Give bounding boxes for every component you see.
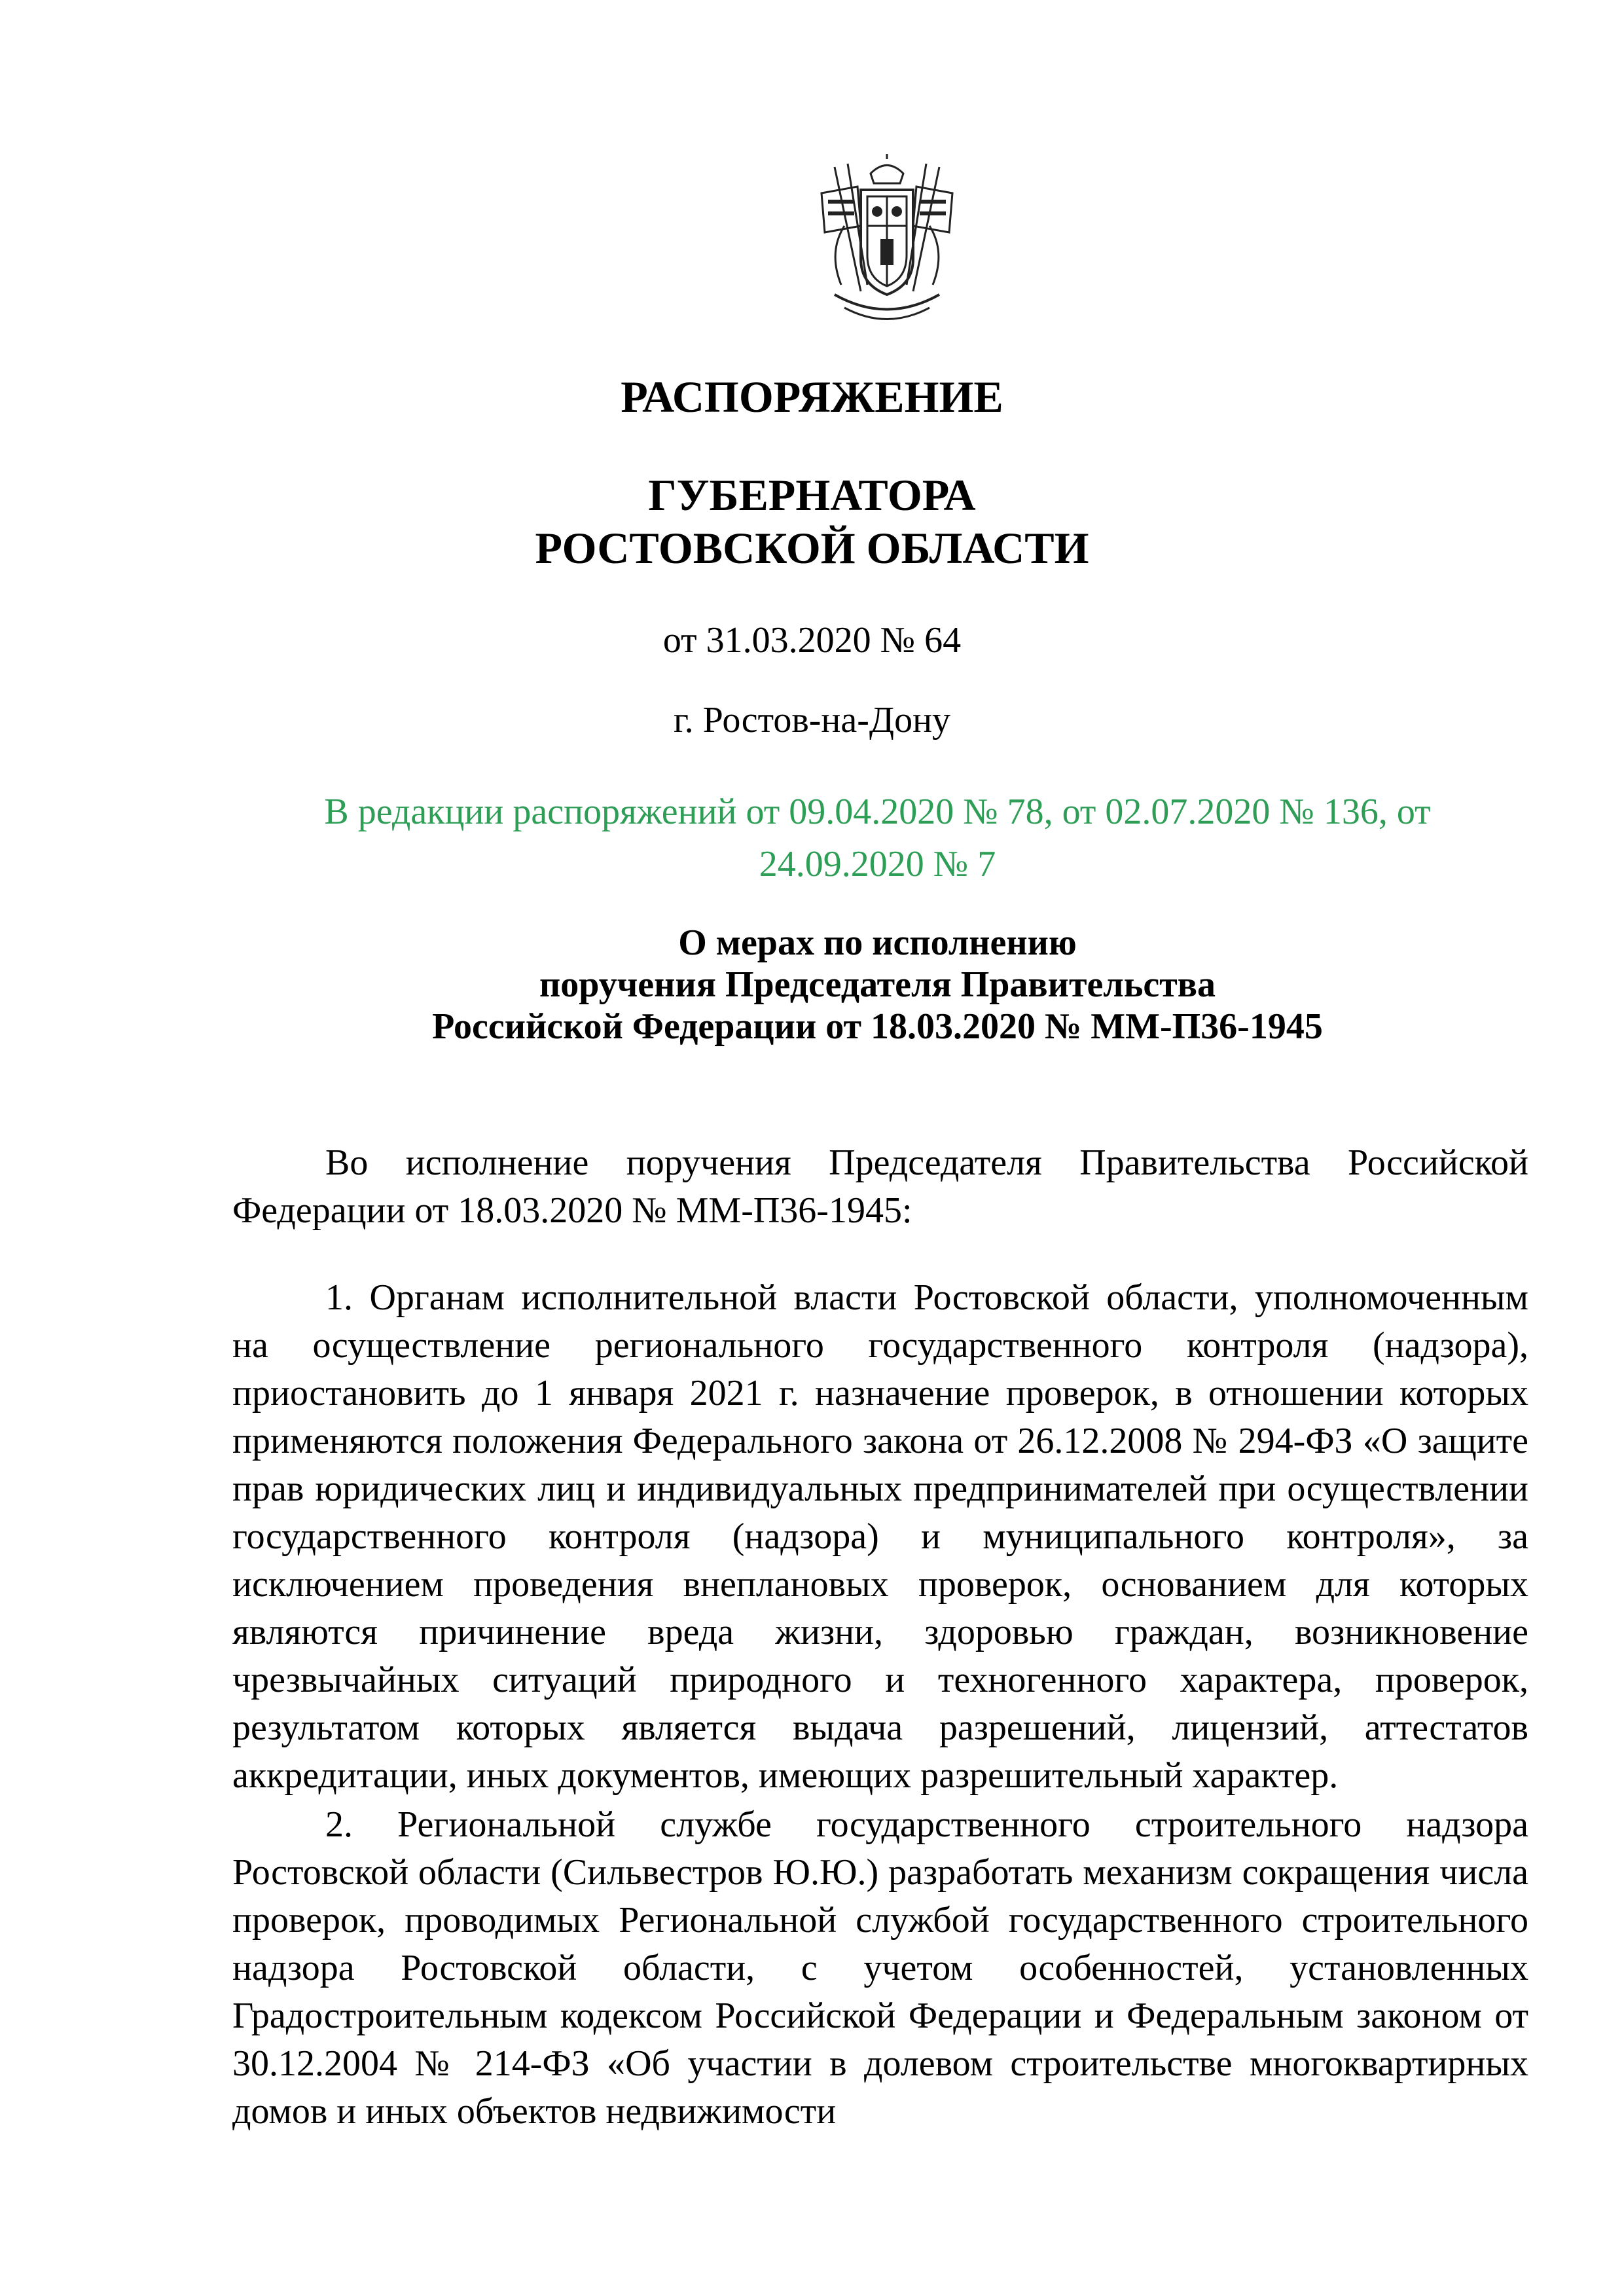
subject-line-2: поручения Председателя Правительства (539, 964, 1216, 1005)
body-item-1 (232, 1274, 1528, 1800)
item-2-paragraph: 2. Региональной службе государственного строительного надзора Ростовской области (Сильвестров Ю.Ю.) разработать механизм сокращения числа проверок, проводимых Региональной службой государственного строительного надзора Ростовской области, с учетом особенностей, установленных Градостроительным кодексом Российской Федерации и Федеральным законом от 30.12.2004 № 214-ФЗ «Об участии в долевом строительстве многоквартирных домов и иных объектов недвижимости (232, 1804, 1528, 2132)
document-type-title: РАСПОРЯЖЕНИЕ (621, 372, 1003, 422)
body-item-2 (232, 1801, 1528, 2136)
city: г. Ростов-на-Дону (673, 700, 951, 740)
item-1-paragraph: 1. Органам исполнительной власти Ростовской области, уполномоченным на осуществление регионального государственного контроля (надзора), приостановить до 1 января 2021 г. назначение проверок, в отношении которых применяются положения Федерального закона от 26.12.2008 № 294-ФЗ «О защите прав юридических лиц и индивидуальных предпринимателей при осуществлении государственного контроля (надзора) и муниципального контроля», за исключением проведения внеплановых проверок, основанием для которых являются причинение вреда жизни, здоровью граждан, возникновение чрезвычайных ситуаций природного и техногенного характера, проверок, результатом которых является выдача разрешений, лицензий, аттестатов аккредитации, иных документов, имеющих разрешительный характер. (232, 1277, 1528, 1796)
revision-note: В редакции распоряжений от 09.04.2020 № 78, от 02.07.2020 № 136, от 24.09.2020 № 7 (324, 792, 1431, 884)
coat-of-arms-icon (808, 154, 965, 331)
issuer-line-2: РОСТОВСКОЙ ОБЛАСТИ (535, 523, 1089, 573)
document-subject (216, 922, 1539, 1048)
intro-paragraph: Во исполнение поручения Председателя Правительства Российской Федерации от 18.03.2020 № ММ-П36-1945: (232, 1142, 1528, 1231)
issuer-line-1: ГУБЕРНАТОРА (648, 470, 976, 520)
subject-line-1: О мерах по исполнению (678, 922, 1077, 963)
date-number: от 31.03.2020 № 64 (662, 620, 962, 661)
body-intro (232, 1139, 1528, 1235)
subject-line-3: Российской Федерации от 18.03.2020 № ММ-П36-1945 (432, 1006, 1323, 1047)
